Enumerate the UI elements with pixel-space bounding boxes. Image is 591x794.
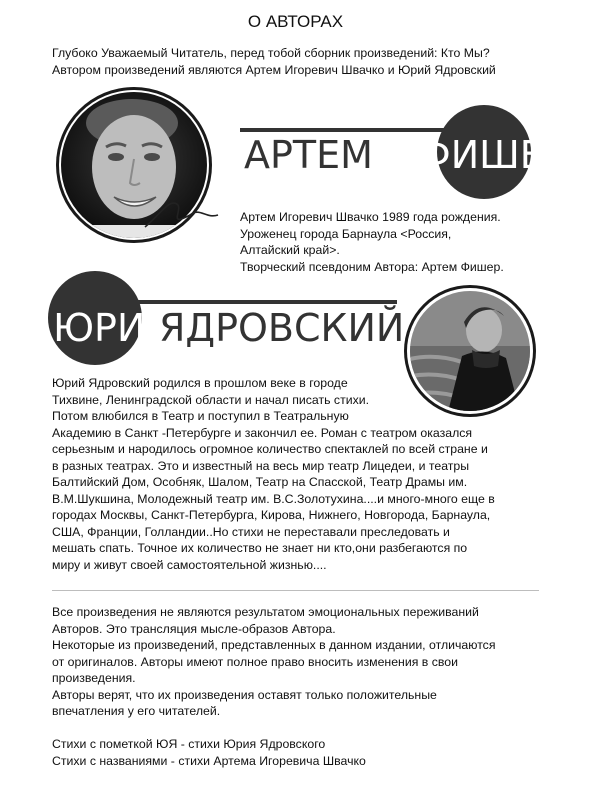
author2-logo-right: ЯДРОВСКИЙ: [159, 306, 405, 350]
footer-line: произведения.: [52, 671, 136, 685]
author1-logo-right: ФИШЕР: [418, 133, 567, 177]
footer-line: Авторы верят, что их произведения оставят только положительные: [52, 687, 437, 702]
page-title: О АВТОРАХ: [247, 12, 344, 31]
author2-bio-line: миру и живут своей самостоятельной жизнью....: [52, 557, 327, 572]
author2-bio-line: Академию в Санкт -Петербурге и закончил ее. Роман с театром оказался: [52, 425, 473, 440]
author1-portrait: [50, 87, 220, 247]
author2-bio-line: Тихвине, Ленинградской области и начал писать стихи.: [52, 392, 370, 407]
paragraph-gap: [52, 720, 552, 737]
author2-bio-line: серьезным и народилось огромное количество спектаклей по всей стране и: [52, 442, 488, 456]
author2-logo-left: ЮРИЙ: [53, 306, 174, 350]
footer-line: Стихи с названиями - стихи Артема Игоревича Швачко: [52, 753, 366, 768]
intro-line: Глубоко Уважаемый Читатель, перед тобой сборник произведений: Кто Мы?: [52, 46, 490, 60]
author2-bio-line: В.М.Шукшина, Молодежный театр им. В.С.Золотухина....и много-много еще в: [52, 491, 495, 506]
author2-bio-line: в разных театрах. Это и известный на весь мир театр Лицедеи, и театры: [52, 458, 470, 473]
author2-bio-line: Потом влюбился в Театр и поступил в Театральную: [52, 409, 349, 423]
footer-line: Авторов. Это трансляция мысле-образов Автора.: [52, 621, 336, 636]
author2-bio-line: мешать спать. Точное их количество не знает ни кто,они разбегаются по: [52, 541, 468, 555]
author1-logo: [238, 88, 567, 200]
author1-logo-left: АРТЕМ: [244, 133, 373, 177]
footer-line: Некоторые из произведений, представленных в данном издании, отличаются: [52, 638, 496, 652]
section-divider: [52, 590, 539, 591]
author1-bio-line: Творческий псевдоним Автора: Артем Фишер.: [240, 259, 504, 274]
author2-logo: [47, 266, 405, 366]
author2-bio: [52, 375, 552, 573]
intro-line: Автором произведений являются Артем Игоревич Швачко и Юрий Ядровский: [52, 62, 496, 77]
footer-line: Все произведения не являются результатом эмоциональных переживаний: [52, 605, 479, 619]
author2-bio-line: Юрий Ядровский родился в прошлом веке в городе: [52, 376, 348, 390]
footer-line: Стихи с пометкой ЮЯ - стихи Юрия Ядровского: [52, 737, 326, 751]
footer-line: впечатления у его читателей.: [52, 704, 221, 718]
author1-bio-line: Уроженец города Барнаула <Россия,: [240, 226, 452, 241]
author1-bio-line: Артем Игоревич Швачко 1989 года рождения.: [240, 210, 501, 224]
intro-text: [52, 45, 572, 78]
footer-line: от оригиналов. Авторы имеют полное право вносить изменения в свои: [52, 654, 458, 669]
author2-bio-line: США, Франции, Голландии..Но стихи не переставали преследовать и: [52, 524, 450, 539]
author2-bio-line: городах Москвы, Санкт-Петербурга, Кирова, Нижнего, Новгорода, Барнаула,: [52, 508, 491, 522]
footer-notes: [52, 604, 552, 769]
author2-bio-line: Балтийский Дом, Особняк, Шалом, Театр на Спасской, Театр Драмы им.: [52, 475, 468, 489]
author1-bio-line: Алтайский край>.: [240, 243, 340, 257]
